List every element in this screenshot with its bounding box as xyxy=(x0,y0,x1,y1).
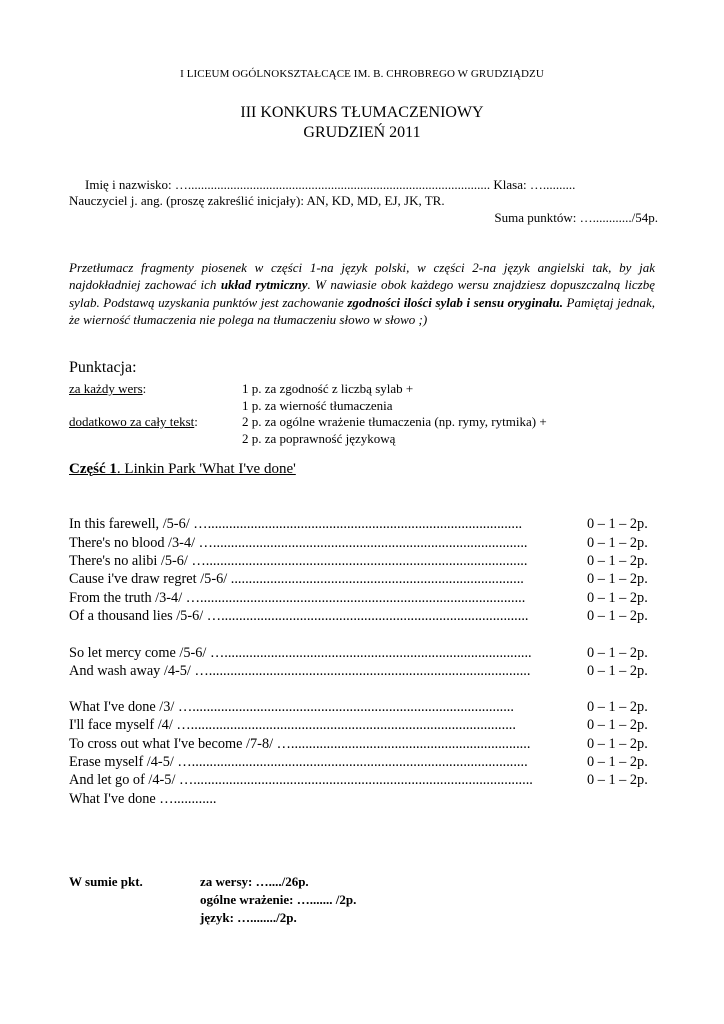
verse-points: 0 – 1 – 2p. xyxy=(587,736,648,752)
instructions-bold-1: układ rytmiczny xyxy=(220,277,308,293)
name-class-field[interactable]: Imię i nazwisko: …............................................................................................. Klasa: ….......... xyxy=(85,177,576,192)
verse-line[interactable]: I'll face myself /4/ …........................................................................................... xyxy=(69,717,516,733)
instructions-text-3: Pamiętaj jednak, że wierność tłumaczenia nie polega na tłumaczeniu słowo w słowo ;) xyxy=(69,294,655,328)
scoring-whole-label-text: dodatkowo za cały tekst xyxy=(69,414,195,429)
verse-line[interactable]: And let go of /4-5/ …............................................................................................... xyxy=(69,772,533,788)
instructions-text-2: . W nawiasie obok każdego wersu znajdziesz dopuszczalną liczbę sylab. Podstawą uzyskania punktów jest zachowanie xyxy=(69,277,656,310)
verse-points: 0 – 1 – 2p. xyxy=(587,553,648,569)
verse-points: 0 – 1 – 2p. xyxy=(587,645,648,661)
summary-impression: ogólne wrażenie: …....... /2p. xyxy=(200,892,357,907)
verse-points: 0 – 1 – 2p. xyxy=(587,663,648,679)
scoring-whole-label xyxy=(69,414,198,430)
scoring-per-line-label-text: za każdy wers xyxy=(69,381,143,396)
verse-line[interactable]: To cross out what I've become /7-8/ …................................................................... xyxy=(69,736,531,752)
scoring-per-line-colon: : xyxy=(142,381,147,396)
verse-points: 0 – 1 – 2p. xyxy=(587,717,648,733)
verse-points: 0 – 1 – 2p. xyxy=(587,772,648,788)
verse-line[interactable]: There's no blood /3-4/ …........................................................................................ xyxy=(69,535,528,551)
summary-label: W sumie pkt. xyxy=(69,874,143,889)
verse-points: 0 – 1 – 2p. xyxy=(587,516,648,532)
verse-points: 0 – 1 – 2p. xyxy=(587,608,648,624)
summary-language: język: …......../2p. xyxy=(200,910,297,925)
verse-line[interactable]: From the truth /3-4/ …........................................................................................... xyxy=(69,590,526,606)
summary-verses: za wersy: …..../26p. xyxy=(200,874,309,889)
school-name: I LICEUM OGÓLNOKSZTAŁCĄCE IM. B. CHROBREGO W GRUDZIĄDZU xyxy=(180,68,544,80)
verse-line[interactable]: What I've done /3/ ….......................................................................................... xyxy=(69,699,514,715)
verse-line[interactable]: Erase myself /4-5/ ….............................................................................................. xyxy=(69,754,528,770)
contest-date: GRUDZIEŃ 2011 xyxy=(303,124,421,141)
part1-heading xyxy=(69,461,296,478)
teacher-initials-line: Nauczyciel j. ang. (proszę zakreślić inicjały): AN, KD, MD, EJ, JK, TR. xyxy=(69,193,445,208)
verse-points: 0 – 1 – 2p. xyxy=(587,754,648,770)
scoring-whole-1: 2 p. za ogólne wrażenie tłumaczenia (np. rymy, rytmika) + xyxy=(242,414,547,429)
verse-line[interactable]: And wash away /4-5/ ….......................................................................................... xyxy=(69,663,531,679)
part1-title: . Linkin Park 'What I've done' xyxy=(116,461,296,477)
verse-points: 0 – 1 – 2p. xyxy=(587,535,648,551)
scoring-per-line-1: 1 p. za zgodność z liczbą sylab + xyxy=(242,381,414,396)
verse-points: 0 – 1 – 2p. xyxy=(587,571,648,587)
scoring-heading: Punktacja: xyxy=(69,359,137,376)
scoring-per-line-label xyxy=(69,381,146,397)
verse-line[interactable]: So let mercy come /5-6/ …...................................................................................... xyxy=(69,645,532,661)
scoring-per-line-2: 1 p. za wierność tłumaczenia xyxy=(242,398,393,413)
verse-line[interactable]: In this farewell, /5-6/ …........................................................................................ xyxy=(69,516,523,532)
scoring-whole-colon: : xyxy=(194,414,198,429)
verse-points: 0 – 1 – 2p. xyxy=(587,590,648,606)
total-points-field: Suma punktów: …............/54p. xyxy=(494,210,658,225)
instructions-bold-2: zgodności ilości sylab i sensu oryginału. xyxy=(347,294,563,310)
instructions-paragraph xyxy=(69,259,655,329)
verse-line-last[interactable]: What I've done …............ xyxy=(69,791,217,807)
instructions-text-1: Przetłumacz fragmenty piosenek w części 1-na język polski, w części 2-na język angielski tak, by jak najdokładniej zachować ich xyxy=(69,260,655,293)
contest-title: III KONKURS TŁUMACZENIOWY xyxy=(240,104,484,121)
part1-label: Część 1 xyxy=(69,461,117,477)
scoring-whole-2: 2 p. za poprawność językową xyxy=(242,431,396,446)
verse-line[interactable]: There's no alibi /5-6/ ….......................................................................................... xyxy=(69,553,528,569)
verse-points: 0 – 1 – 2p. xyxy=(587,699,648,715)
verse-line[interactable]: Cause i've draw regret /5-6/ .................................................................................. xyxy=(69,571,524,587)
verse-line[interactable]: Of a thousand lies /5-6/ …...................................................................................... xyxy=(69,608,529,624)
